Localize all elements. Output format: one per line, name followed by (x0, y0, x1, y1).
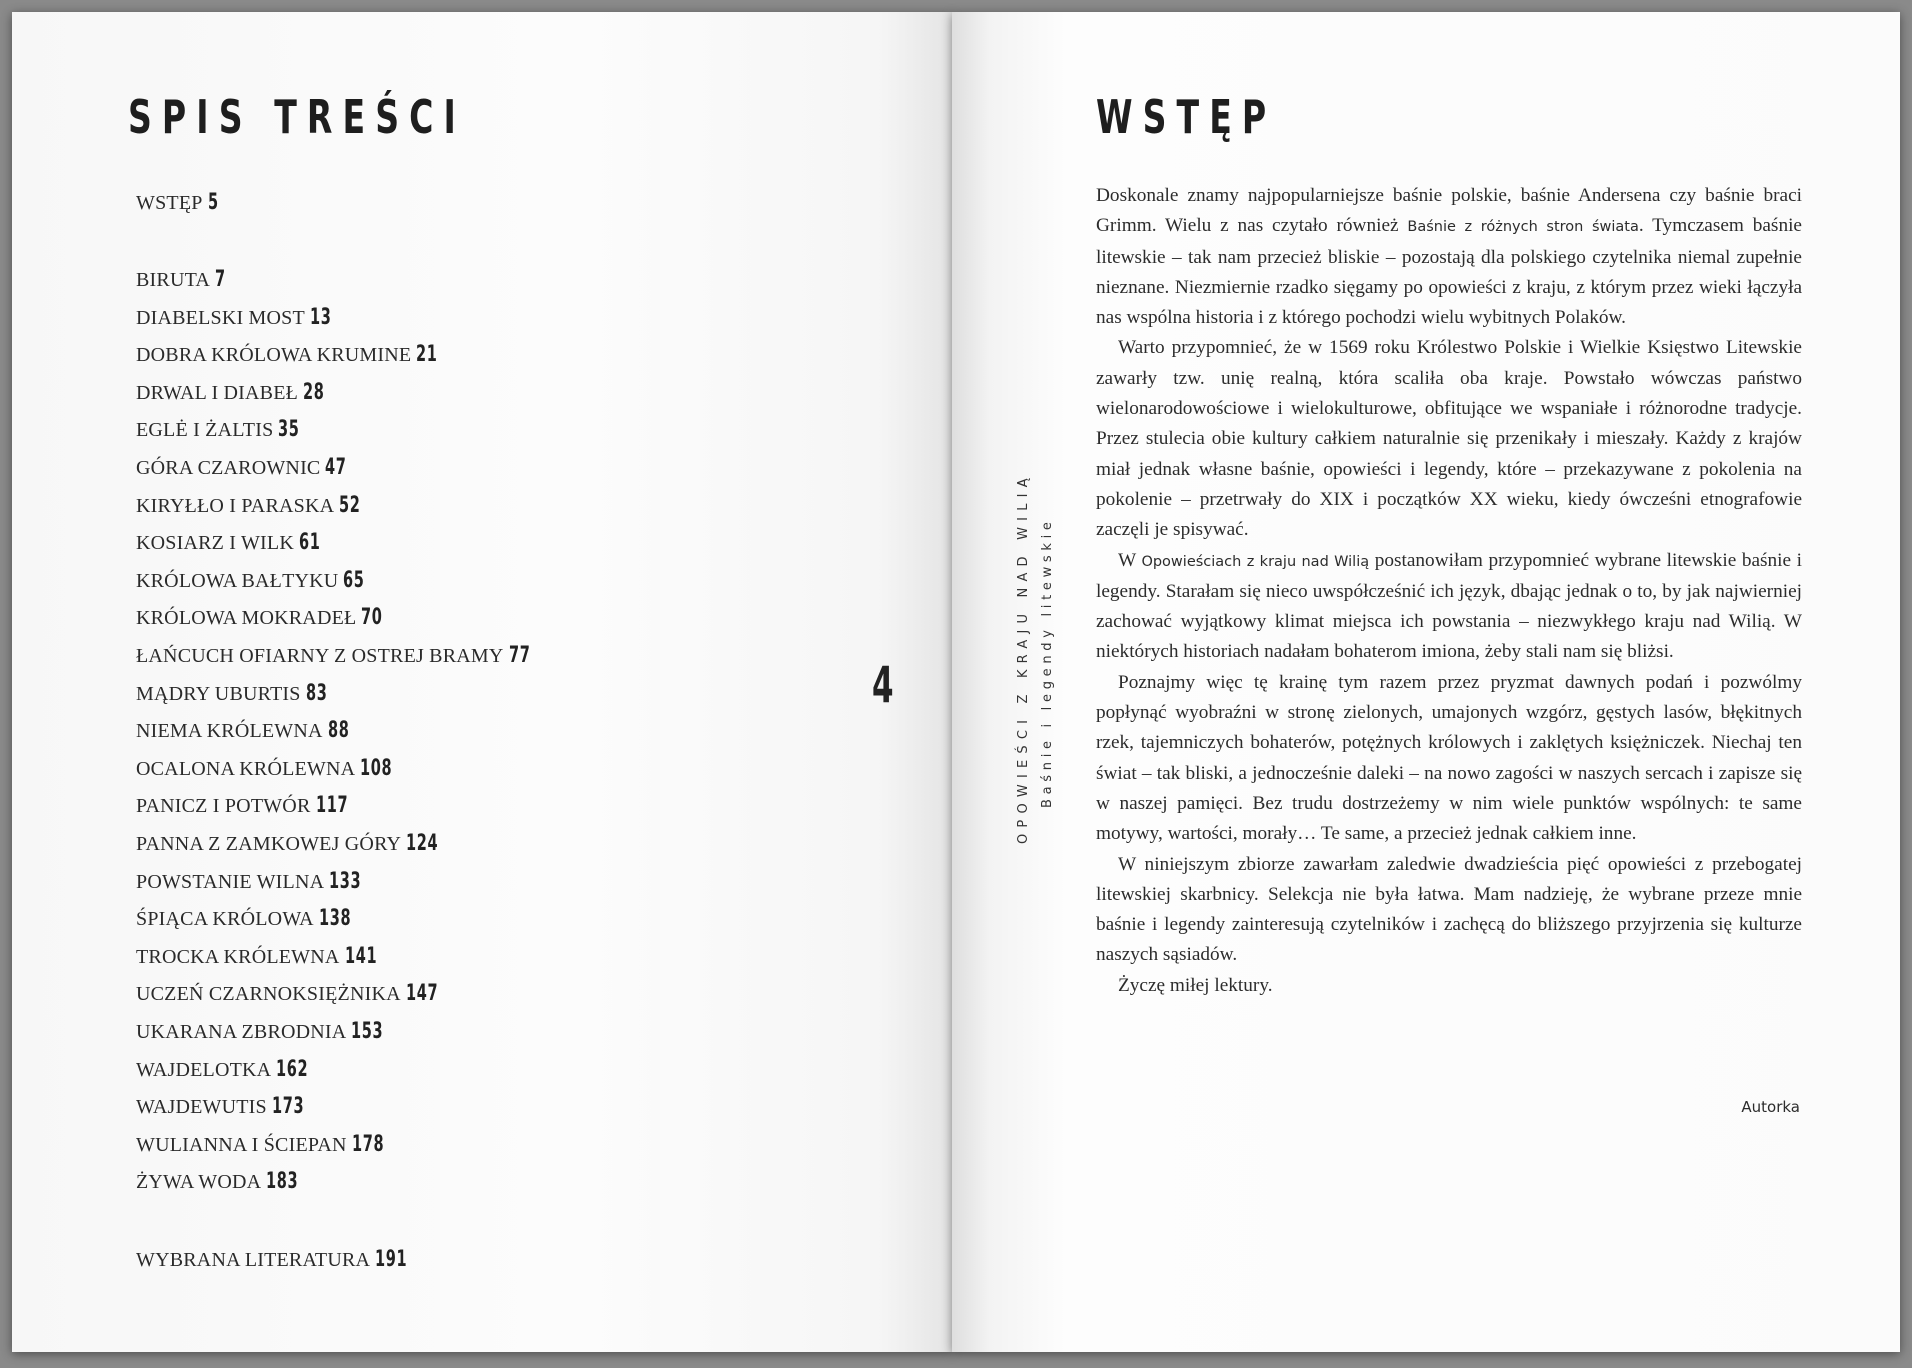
intro-paragraph: W Opowieściach z kraju nad Wilią postanowiłam przypomnieć wybrane litewskie baśnie i legendy. Starałam się nieco uwspółcześnić ich język, dbając jednak o to, by jak najwierniej zachować wyjątkowy klimat miejsca ich powstania – niezwykłego kraju nad Wilią. W niektórych historiach nadałam bohaterom imiona, żeby stali nam się bliżsi. (1096, 549, 1803, 663)
toc-entry-title: ŁAŃCUCH OFIARNY Z OSTREJ BRAMY (136, 645, 504, 667)
toc-entry-title: GÓRA CZAROWNIC (136, 457, 321, 479)
toc-entry-page: 65 (343, 567, 365, 593)
toc-entry-title: WAJDELOTKA (136, 1058, 272, 1081)
intro-paragraph: Warto przypomnieć, że w 1569 roku Królestwo Polskie i Wielkie Księstwo Litewskie zawarły tzw. unię realną, która scaliła oba kraje. Powstało wówczas państwo wielonarodowościowe i wielokulturowe, obfitujące we wspaniałe i różnorodne tradycje. Przez stulecia obie kultury całkiem naturalnie się przenikały i mieszały. Każdy z krajów miał jednak własne baśnie, opowieści i legendy, które – przekazywane z pokolenia na pokolenie – przetrwały do XIX i początków XX wieku, kiedy ówcześni etnografowie zaczęli je spisywać. (1096, 337, 1802, 541)
toc-entry-title: WSTĘP (136, 192, 203, 214)
toc-entry (136, 531, 332, 555)
toc-entry-title: PANICZ I POTWÓR (136, 795, 311, 818)
toc-entry (136, 719, 360, 743)
toc-entry-page: 70 (361, 605, 383, 631)
toc-entry-page: 124 (406, 831, 439, 856)
toc-entry-page: 88 (327, 718, 350, 744)
toc-entry-page: 173 (271, 1094, 305, 1120)
toc-entry-page: 133 (329, 868, 362, 894)
toc-entry-title: UKARANA ZBRODNIA (136, 1021, 347, 1043)
toc-heading: SPIS TREŚCI (128, 90, 466, 144)
toc-entry (136, 268, 231, 292)
toc-entry-title: DRWAL I DIABEŁ (136, 381, 299, 404)
toc-entry (136, 794, 364, 818)
toc-entry-page: 147 (405, 981, 439, 1007)
intro-body (1096, 181, 1802, 1001)
toc-entry-title: WAJDEWUTIS (136, 1096, 267, 1119)
toc-entry (136, 418, 311, 442)
toc-entry-page: 52 (339, 492, 361, 518)
toc-entry-page: 153 (351, 1019, 384, 1044)
toc-entry (136, 456, 358, 480)
toc-entry-title: KRÓLOWA MOKRADEŁ (136, 607, 357, 630)
toc-entry-page: 108 (360, 755, 393, 781)
toc-entry (136, 1058, 325, 1082)
toc-entry (136, 569, 376, 593)
toc-entry (136, 191, 224, 215)
toc-entry-page: 35 (278, 417, 300, 443)
toc-entry (136, 306, 343, 330)
toc-entry-page: 13 (309, 304, 332, 330)
toc-entry (136, 606, 394, 630)
toc-entry (136, 682, 338, 706)
toc-entry-title: PANNA Z ZAMKOWEJ GÓRY (136, 833, 402, 855)
toc-entry (136, 381, 336, 405)
toc-entry-page: 138 (318, 906, 352, 932)
toc-entry-title: NIEMA KRÓLEWNA (136, 720, 323, 743)
toc-entry-title: TROCKA KRÓLEWNA (136, 945, 340, 968)
toc-entry-title: UCZEŃ CZARNOKSIĘŻNIKA (136, 983, 401, 1006)
toc-entry-title: EGLĖ I ŻALTIS (136, 419, 274, 442)
toc-entry (136, 907, 368, 931)
running-head-book-title: OPOWIEŚCI Z KRAJU NAD WILIĄ (1016, 472, 1031, 844)
page-number: 4 (872, 656, 894, 714)
toc-entry (136, 343, 449, 367)
book-title-reference: Baśnie z różnych stron świata (1407, 219, 1639, 236)
toc-entry-page: 141 (344, 943, 377, 969)
toc-entry-page: 178 (351, 1131, 384, 1157)
toc-entry-title: MĄDRY UBURTIS (136, 682, 301, 705)
toc-entry-page: 28 (303, 379, 325, 405)
toc-entry-page: 117 (315, 793, 348, 819)
toc-entry-title: ŻYWA WODA (136, 1171, 262, 1194)
toc-entry-page: 83 (305, 680, 328, 706)
intro-paragraph: Poznajmy więc tę krainę tym razem przez pryzmat dawnych podań i pozwólmy popłynąć wyobraźni w stronę zielonych, umajonych wzgórz, gęstych lasów, błękitnych rzek, tajemniczych bohaterów, potężnych królowych i zaklętych księżniczek. Niechaj ten świat – tak bliski, a jednocześnie daleki – na nowo zagości w naszych sercach i zapisze się w naszej pamięci. Bez trudu dostrzeżemy w nim wiele punktów wspólnych: te same motywy, wartości, morały… Te same, a przecież jednak całkiem inne. (1096, 671, 1802, 845)
toc-entry-title: ŚPIĄCA KRÓLOWA (136, 908, 314, 931)
signature: Autorka (1741, 1098, 1800, 1116)
toc-entry (136, 1095, 321, 1119)
toc-entry-page: 5 (207, 190, 219, 215)
toc-entry-title: WYBRANA LITERATURA (136, 1249, 371, 1271)
toc-entry (136, 1020, 400, 1044)
intro-paragraph: Życzę miłej lektury. (1118, 974, 1273, 996)
toc-entry-title: KRÓLOWA BAŁTYKU (136, 569, 339, 592)
toc-entry-page: 183 (266, 1169, 299, 1195)
intro-paragraph: Doskonale znamy najpopularniejsze baśnie polskie, baśnie Andersena czy baśnie braci Grimm. Wielu z nas czytało również Baśnie z różnych stron świata. Tymczasem baśnie litewskie – tak nam przecież bliskie – pozostają dla polskiego czytelnika niemal zupełnie nieznane. Niezmiernie rzadko sięgamy po opowieści z kraju, z którym przez wieki łączyła nas wspólna historia i z którego pochodzi wielu wybitnych Polaków. (1096, 185, 1802, 329)
toc-entry (136, 1133, 401, 1157)
toc-entry-title: BIRUTA (136, 269, 211, 291)
toc-entry-page: 47 (325, 455, 348, 480)
toc-entry-title: POWSTANIE WILNA (136, 870, 325, 893)
toc-entry-title: KIRYŁŁO I PARASKA (136, 494, 335, 517)
toc-entry (136, 945, 393, 969)
toc-entry-title: KOSIARZ I WILK (136, 532, 294, 555)
toc-entry (136, 1248, 424, 1272)
toc-entry (136, 757, 409, 781)
toc-entry (136, 832, 455, 856)
toc-entry-title: WULIANNA I ŚCIEPAN (136, 1133, 347, 1156)
toc-entry (136, 982, 455, 1006)
toc-entry-page: 21 (416, 342, 438, 368)
toc-entry-page: 191 (375, 1247, 408, 1272)
intro-paragraph: W niniejszym zbiorze zawarłam zaledwie dwadzieścia pięć opowieści z przebogatej litewskiej skarbnicy. Selekcja nie była łatwa. Mam nadzieję, że wybrane przeze mnie baśnie i legendy zainteresują czytelników i zachęcą do bliższego przyjrzenia się kulturze naszych sąsiadów. (1096, 853, 1802, 966)
intro-heading: WSTĘP (1096, 90, 1277, 144)
toc-entry (136, 494, 372, 518)
toc-entry-page: 61 (298, 530, 321, 556)
book-title-reference: Opowieściach z kraju nad Wilią (1141, 553, 1370, 570)
toc-entry-page: 162 (276, 1056, 309, 1082)
toc-entry-page: 7 (215, 267, 226, 292)
toc-entry (136, 1170, 315, 1194)
toc-entry-title: DIABELSKI MOST (136, 306, 305, 329)
toc-entry-page: 77 (508, 643, 531, 668)
running-head-subtitle: Baśnie i legendy litewskie (1040, 517, 1055, 808)
toc-entry-title: OCALONA KRÓLEWNA (136, 757, 356, 780)
toc-entry (136, 870, 378, 894)
toc-entry-title: DOBRA KRÓLOWA KRUMINE (136, 344, 412, 367)
toc-entry (136, 644, 541, 668)
